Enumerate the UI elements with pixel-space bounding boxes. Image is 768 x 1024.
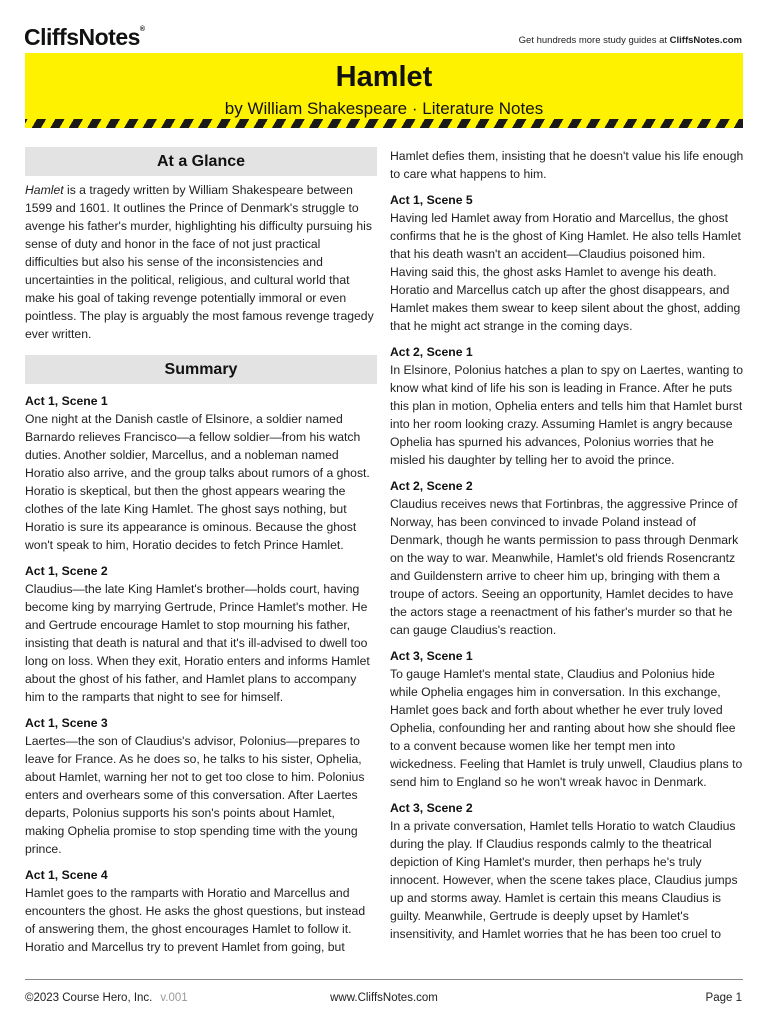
right-column	[390, 147, 744, 943]
header-tagline: Get hundreds more study guides at CliffsNotes.com	[518, 35, 742, 46]
cliffsnotes-logo[interactable]: CliffsNotes®	[24, 24, 145, 50]
scene-text: Claudius receives news that Fortinbras, the aggressive Prince of Norway, has been convinced to invade Poland instead of Denmark, though he wants permission to pass through Denmark on the way to war. Meanwhile, Hamlet's old friends Rosencrantz and Guildenstern arrive to cheer him up, bringing with them a troupe of actors. Seeing an opportunity, Hamlet decides to have the actors stage a reenactment of his father's murder so that he can gauge Claudius's reaction.	[390, 497, 739, 637]
scene-text: To gauge Hamlet's mental state, Claudius and Polonius hide while Ophelia engages him in conversation. In this exchange, Hamlet goes back and forth about whether he ever truly loved Ophelia, confounding her and ranting about how she should flee to a convent because women like her tempt men into wickedness. Feeling that Hamlet is truly unwell, Claudius plans to send him to England so he won't wreak havoc in Denmark.	[390, 667, 743, 789]
scene-title: Act 1, Scene 4	[25, 868, 108, 882]
scene-title: Act 2, Scene 2	[390, 479, 473, 493]
scene-title: Act 1, Scene 2	[25, 564, 108, 578]
glance-paragraph: Hamlet is a tragedy written by William Shakespeare between 1599 and 1601. It outlines the Prince of Denmark's struggle to avenge his father's murder, highlighting his difficulty pursuing his sense of duty and honor in the face of not just practical difficulties but also his sense of the inconsistencies and uncertainties in the political, religious, and cultural world that make his goal of taking revenge potentially immoral or even pointless. The play is arguably the most famous revenge tragedy ever written.	[25, 183, 374, 341]
scene-title: Act 2, Scene 1	[390, 345, 473, 359]
scene-title: Act 3, Scene 1	[390, 649, 473, 663]
page-subtitle: by William Shakespeare · Literature Notes	[224, 99, 544, 118]
page-number: Page 1	[705, 992, 742, 1004]
footer-divider	[25, 979, 743, 980]
title-banner	[25, 53, 743, 128]
scene-title: Act 1, Scene 3	[25, 716, 108, 730]
scene-text: Having led Hamlet away from Horatio and Marcellus, the ghost confirms that he is the ghost of King Hamlet. He also tells Hamlet that his death wasn't an accident—Claudius poisoned him. Having said this, the ghost asks Hamlet to avenge his death. Horatio and Marcellus catch up after the ghost disappears, and Hamlet makes them swear to keep silent about the ghost, adding that he might act strange in the coming days.	[390, 211, 741, 333]
continued-text: Hamlet defies them, insisting that he doesn't value his life enough to care what happens to him.	[390, 149, 744, 181]
left-column	[25, 147, 377, 956]
summary-heading: Summary	[25, 355, 377, 384]
version-label: v.001	[160, 992, 188, 1004]
scene-title: Act 1, Scene 5	[390, 193, 473, 207]
at-a-glance-heading: At a Glance	[25, 147, 377, 176]
scene-title: Act 3, Scene 2	[390, 801, 473, 815]
tagline-site-link[interactable]: CliffsNotes.com	[669, 35, 742, 46]
page-title: Hamlet	[335, 61, 433, 93]
footer-copyright: ©2023 Course Hero, Inc. v.001	[25, 992, 188, 1004]
scene-text: Claudius—the late King Hamlet's brother—holds court, having become king by marrying Gertrude, Prince Hamlet's mother. He and Gertrude encourage Hamlet to stop mourning his father, insisting that death is natural and that it's ill-advised to dwell too long on loss. When they exit, Horatio enters and informs Hamlet about the ghost of his father, and Hamlet plans to accompany him to the ramparts that night to see for himself.	[25, 582, 370, 704]
scene-text: In a private conversation, Hamlet tells Horatio to watch Claudius during the play. If Claudius responds calmly to the theatrical depiction of King Hamlet's murder, then perhaps he's truly innocent. However, when the scene takes place, Claudius jumps up and storms away. Hamlet is certain this means Claudius is guilty. Meanwhile, Gertrude is deeply upset by Hamlet's insensitivity, and Hamlet worries that he has been too cruel to	[390, 819, 738, 941]
footer-site-link[interactable]: www.CliffsNotes.com	[330, 992, 438, 1004]
scene-text: Hamlet goes to the ramparts with Horatio and Marcellus and encounters the ghost. He asks the ghost questions, but instead of answering them, the ghost encourages Hamlet to follow it. Horatio and Marcellus try to prevent Hamlet from going, but	[25, 886, 366, 954]
hazard-stripes	[25, 119, 743, 128]
scene-text: Laertes—the son of Claudius's advisor, Polonius—prepares to leave for France. As he does so, he talks to his sister, Ophelia, about Hamlet, warning her not to get too close to him. Polonius enters and overhears some of this conversation. After Laertes departs, Polonius supports his son's points about Hamlet, making Ophelia promise to stop spending time with the young prince.	[25, 734, 365, 856]
scene-text: In Elsinore, Polonius hatches a plan to spy on Laertes, wanting to know what kind of life his son is leading in France. After he puts this plan in motion, Ophelia enters and tells him that Hamlet burst into her room looking crazy. Assuming Hamlet is angry because Ophelia has spurned his advances, Polonius worries that he misled his daughter by telling her to avoid the prince.	[390, 363, 743, 467]
scene-text: One night at the Danish castle of Elsinore, a soldier named Barnardo relieves Francisco—a fellow soldier—from his watch duties. Another soldier, Marcellus, and a nobleman named Horatio also arrive, and the group talks about rumors of a ghost. Horatio is skeptical, but then the ghost appears wearing the clothes of the late King Hamlet. The ghost says nothing, but Horatio is sure its appearance is ominous. Because the ghost won't speak to him, Horatio decides to fetch Prince Hamlet.	[25, 412, 370, 552]
scene-title: Act 1, Scene 1	[25, 394, 108, 408]
